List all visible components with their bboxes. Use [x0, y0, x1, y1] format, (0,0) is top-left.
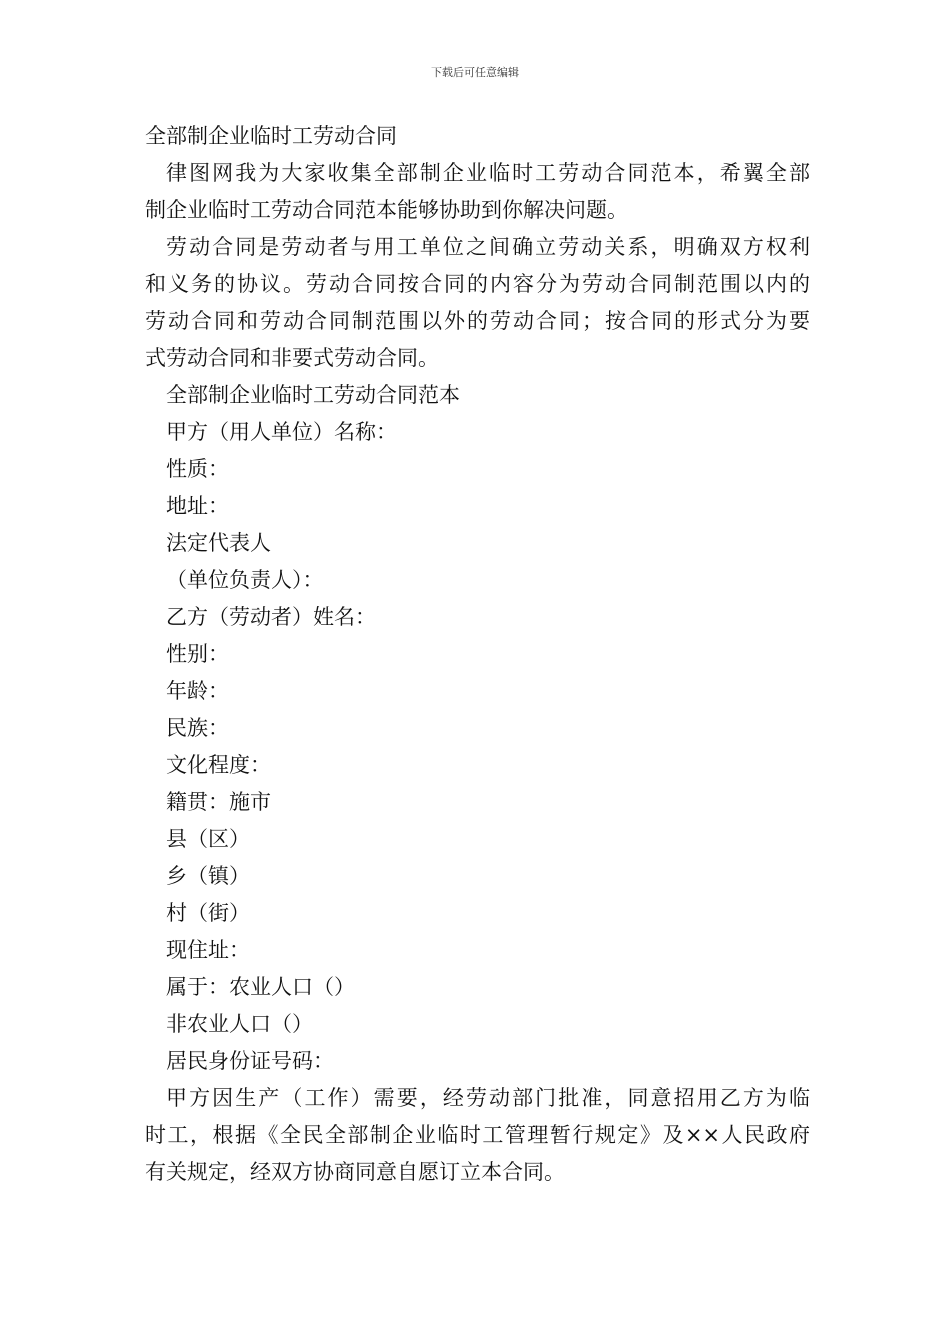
field-county: 县（区）	[166, 827, 250, 851]
field-worker-name: 乙方（劳动者）姓名：	[166, 605, 376, 629]
definition-paragraph-line: 和义务的协议。劳动合同按合同的内容分为劳动合同制范围以内的	[145, 272, 810, 296]
field-employer-name: 甲方（用人单位）名称：	[166, 420, 397, 444]
page-header-note: 下载后可任意编辑	[431, 66, 519, 79]
field-ethnicity: 民族：	[166, 716, 229, 740]
field-gender: 性别：	[166, 642, 229, 666]
field-current-address: 现住址：	[166, 938, 250, 962]
field-unit-head: （单位负责人）：	[166, 568, 324, 592]
definition-paragraph-line: 劳动合同是劳动者与用工单位之间确立劳动关系，明确双方权利	[166, 235, 810, 259]
definition-paragraph-line: 式劳动合同和非要式劳动合同。	[145, 346, 439, 370]
document-body	[145, 118, 810, 1191]
closing-paragraph-line: 有关规定，经双方协商同意自愿订立本合同。	[145, 1160, 565, 1184]
field-education: 文化程度：	[166, 753, 271, 777]
intro-paragraph-line: 律图网我为大家收集全部制企业临时工劳动合同范本，希翼全部	[166, 161, 810, 185]
closing-paragraph-line: 时工，根据《全民全部制企业临时工管理暂行规定》及××人民政府	[145, 1123, 810, 1147]
closing-paragraph-line: 甲方因生产（工作）需要，经劳动部门批准，同意招用乙方为临	[166, 1086, 810, 1110]
definition-paragraph-line: 劳动合同和劳动合同制范围以外的劳动合同；按合同的形式分为要	[145, 309, 810, 333]
field-address: 地址：	[166, 494, 229, 518]
field-legal-representative: 法定代表人	[166, 531, 271, 555]
field-native-place: 籍贯：施市	[166, 790, 271, 814]
section-title: 全部制企业临时工劳动合同范本	[166, 383, 460, 407]
field-non-agricultural-population: 非农业人口（）	[166, 1012, 313, 1036]
intro-paragraph-line: 制企业临时工劳动合同范本能够协助到你解决问题。	[145, 198, 628, 222]
field-township: 乡（镇）	[166, 864, 250, 888]
document-title: 全部制企业临时工劳动合同	[145, 124, 397, 148]
field-agricultural-population: 属于：农业人口（）	[166, 975, 355, 999]
field-id-number: 居民身份证号码：	[166, 1049, 334, 1073]
field-nature: 性质：	[166, 457, 229, 481]
field-village: 村（街）	[166, 901, 250, 925]
field-age: 年龄：	[166, 679, 229, 703]
